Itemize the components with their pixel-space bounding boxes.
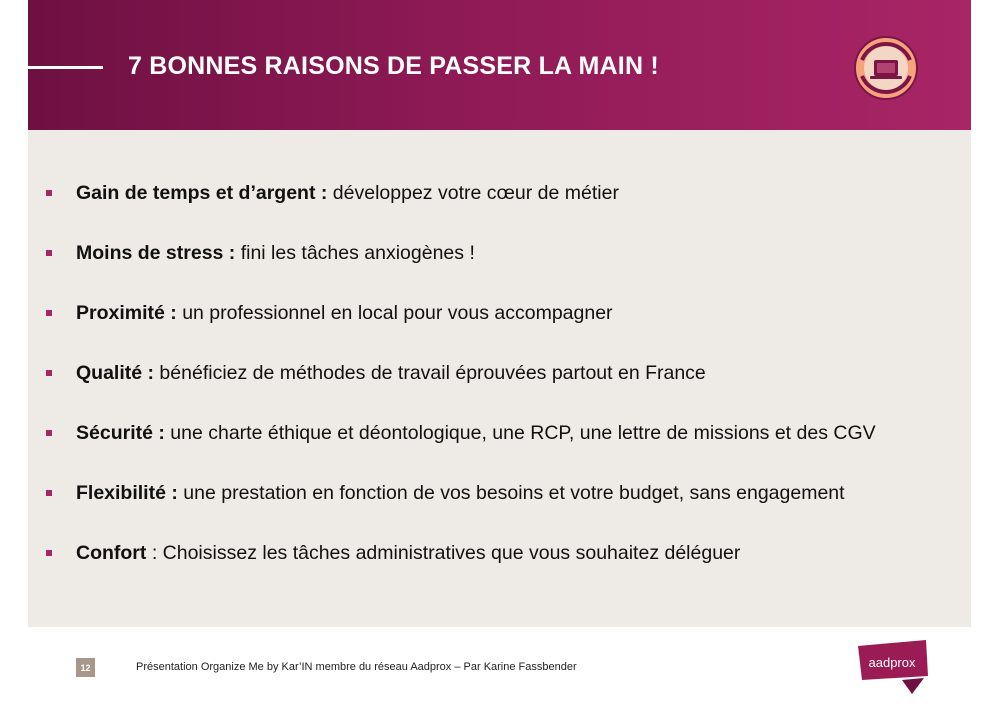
square-bullet-icon (46, 310, 52, 316)
list-item (46, 178, 876, 238)
slide-title: 7 BONNES RAISONS DE PASSER LA MAIN ! (128, 52, 659, 80)
list-item (46, 418, 876, 478)
reason-text: fini les tâches anxiogènes ! (235, 242, 475, 264)
list-item (46, 238, 876, 298)
reason-label: Moins de stress : (76, 242, 236, 264)
page-number: 12 (76, 658, 95, 677)
reasons-list (46, 178, 876, 598)
square-bullet-icon (46, 430, 52, 436)
title-rule (28, 66, 103, 69)
square-bullet-icon (46, 490, 52, 496)
reason-text: une prestation en fonction de vos besoins et votre budget, sans engagement (177, 482, 845, 504)
brand-text: aadprox (868, 655, 916, 670)
square-bullet-icon (46, 250, 52, 256)
list-item (46, 478, 876, 538)
reason-label: Sécurité : (76, 422, 165, 444)
list-item (46, 358, 876, 418)
square-bullet-icon (46, 550, 52, 556)
reason-text: bénéficiez de méthodes de travail éprouvées partout en France (154, 362, 706, 384)
aadprox-logo (852, 640, 932, 696)
reason-label: Proximité : (76, 302, 177, 324)
reason-text: un professionnel en local pour vous accompagner (176, 302, 613, 324)
reason-text: développez votre cœur de métier (327, 182, 619, 204)
slide-content (28, 130, 971, 627)
slide-header (28, 0, 971, 130)
reason-label: Qualité : (76, 362, 155, 384)
list-item (46, 298, 876, 358)
reason-label: Gain de temps et d’argent : (76, 182, 328, 204)
reason-label: Confort (76, 542, 147, 564)
reason-label: Flexibilité : (76, 482, 178, 504)
organize-me-badge-icon (854, 36, 918, 100)
list-item (46, 538, 876, 598)
reason-text: une charte éthique et déontologique, une RCP, une lettre de missions et des CGV (164, 422, 876, 444)
footer-text: Présentation Organize Me by Kar’IN membre du réseau Aadprox – Par Karine Fassbender (136, 661, 577, 673)
square-bullet-icon (46, 370, 52, 376)
square-bullet-icon (46, 190, 52, 196)
reason-text: : Choisissez les tâches administratives que vous souhaitez déléguer (146, 542, 741, 564)
